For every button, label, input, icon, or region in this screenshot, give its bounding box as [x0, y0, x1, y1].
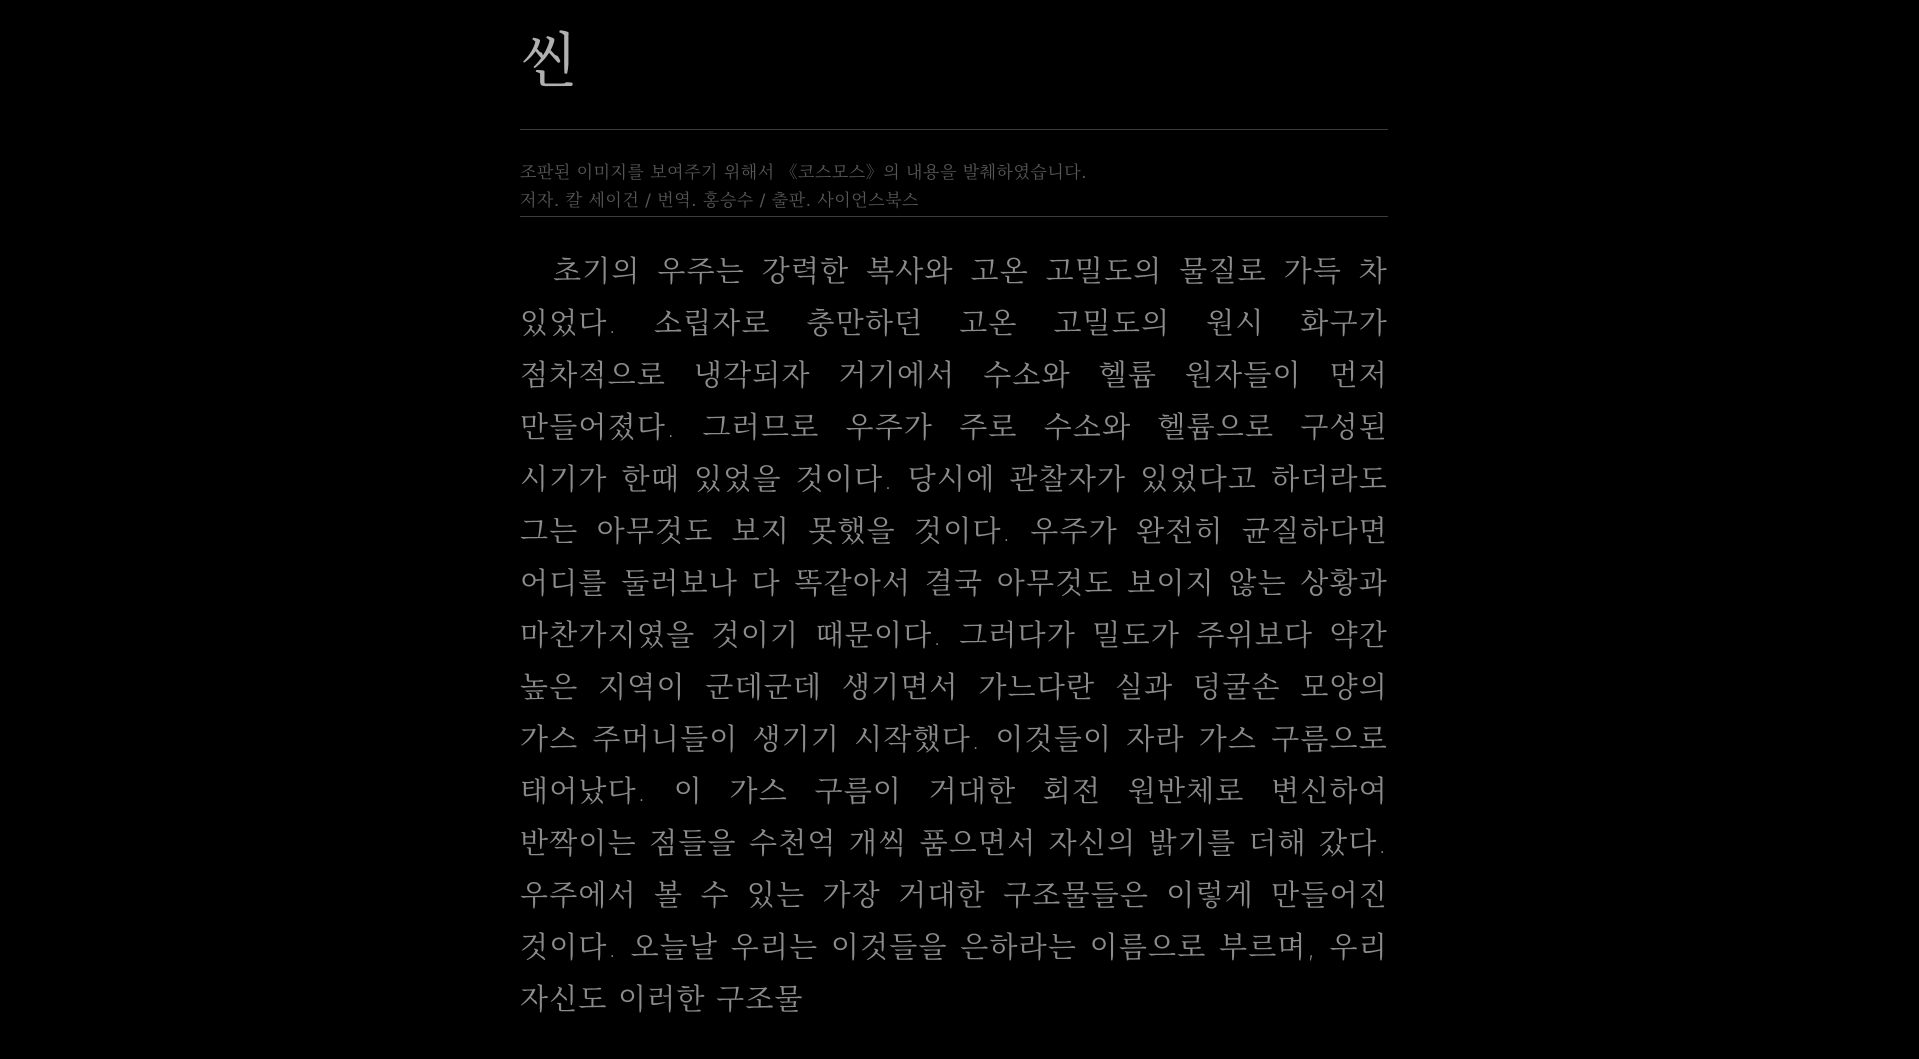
source-note: 조판된 이미지를 보여주기 위해서 《코스모스》의 내용을 발췌하였습니다. [520, 163, 1088, 183]
source-credits: 저자. 칼 세이건 / 번역. 홍승수 / 출판. 사이언스북스 [520, 191, 919, 211]
source-info [520, 130, 1388, 216]
article [520, 0, 1388, 1025]
article-body: 초기의 우주는 강력한 복사와 고온 고밀도의 물질로 가득 차 있었다. 소립자로 충만하던 고온 고밀도의 원시 화구가 점차적으로 냉각되자 거기에서 수소와 헬륨 원자들이 먼저 만들어졌다. 그러므로 우주가 주로 수소와 헬륨으로 구성된 시기가 한때 있었을 것이다. 당시에 관찰자가 있었다고 하더라도 그는 아무것도 보지 못했을 것이다. 우주가 완전히 균질하다면 어디를 둘러보나 다 똑같아서 결국 아무것도 보이지 않는 상황과 마찬가지였을 것이기 때문이다. 그러다가 밀도가 주위보다 약간 높은 지역이 군데군데 생기면서 가느다란 실과 덩굴손 모양의 가스 주머니들이 생기기 시작했다. 이것들이 자라 가스 구름으로 태어났다. 이 가스 구름이 거대한 회전 원반체로 변신하여 반짝이는 점들을 수천억 개씩 품으면서 자신의 밝기를 더해 갔다. 우주에서 볼 수 있는 가장 거대한 구조물들은 이렇게 만들어진 것이다. 오늘날 우리는 이것들을 은하라는 이름으로 부르며, 우리 자신도 이러한 구조물 [520, 254, 1388, 1016]
article-title: 씬 [520, 27, 578, 97]
